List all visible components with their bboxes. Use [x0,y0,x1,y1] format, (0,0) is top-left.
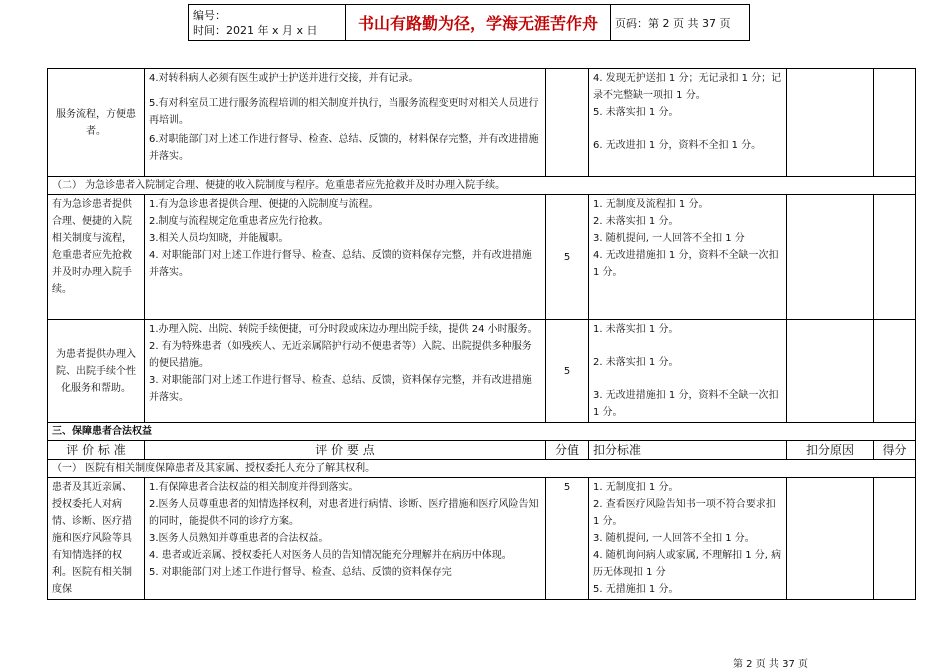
deduct-item: 3. 无改进措施扣 1 分，资料不全缺一次扣 1 分。 [593,390,779,418]
score-cell [546,69,589,177]
number-label: 编号： [193,8,226,22]
deduct-cell [589,69,787,177]
criteria-cell: 服务流程，方便患者。 [48,69,145,177]
got-cell [874,478,916,600]
section-title: （二） 为急诊患者入院制定合理、便捷的收入院制度与程序。危重患者应先抢救并及时办理入院手续。 [48,177,916,195]
got-cell [874,69,916,177]
point-item: 4.对转科病人必须有医生或护士护送并进行交接，并有记录。 [149,73,419,84]
points-cell [145,69,546,177]
column-header-row [48,441,916,460]
point-item: 6.对职能部门对上述工作进行督导、检查、总结、反馈的，材料保存完整，并有改进措施并落实。 [149,134,539,162]
point-item: 2.制度与流程规定危重患者应先行抢救。 [149,216,329,227]
col-got: 得分 [874,441,916,460]
deduct-item: 3. 随机提问, 一人回答不全扣 1 分 [593,233,745,244]
section-row [48,423,916,441]
page-footer: 第 2 页 共 37 页 [733,659,808,670]
page-header [188,4,750,41]
deduct-item: 1. 无制度及流程扣 1 分。 [593,199,709,210]
deduct-item: 4. 随机询问病人或家属, 不理解扣 1 分, 病历无体现扣 1 分 [593,550,782,578]
col-points: 评 价 要 点 [145,441,546,460]
score-cell: 5 [546,320,589,423]
table-row [48,195,916,320]
reason-cell [787,195,874,320]
deduct-item: 2. 未落实扣 1 分。 [593,357,679,368]
criteria-cell: 患者及其近亲属、授权委托人对病情、诊断、医疗措施和医疗风险等具有知情选择的权利。医院有相关制度保 [48,478,145,600]
point-item: 1.有为急诊患者提供合理、便捷的入院制度与流程。 [149,199,379,210]
point-item: 5. 对职能部门对上述工作进行督导、检查、总结、反馈的资料保存完 [149,567,452,578]
deduct-item: 2. 未落实扣 1 分。 [593,216,679,227]
deduct-item: 5. 无措施扣 1 分。 [593,584,679,595]
table-row [48,69,916,177]
point-item: 5.有对科室员工进行服务流程培训的相关制度并执行，当服务流程变更时对相关人员进行再培训。 [149,98,539,126]
point-item: 1.有保障患者合法权益的相关制度并得到落实。 [149,482,359,493]
deduct-cell [589,195,787,320]
header-meta [189,5,346,41]
table-row [48,478,916,600]
deduct-item: 6. 无改进扣 1 分，资料不全扣 1 分。 [593,140,762,151]
reason-cell [787,478,874,600]
deduct-item: 1. 无制度扣 1 分。 [593,482,679,493]
point-item: 3.相关人员均知晓，并能履职。 [149,233,289,244]
time-label: 时间：2021 年 x 月 x 日 [193,23,318,37]
section-row [48,460,916,478]
points-cell [145,320,546,423]
deduct-item: 2. 查看医疗风险告知书一项不符合要求扣 1 分。 [593,499,776,527]
point-item: 4. 患者或近亲属、授权委托人对医务人员的告知情况能充分理解并在病历中体现。 [149,550,512,561]
point-item: 2.医务人员尊重患者的知情选择权利，对患者进行病情、诊断、医疗措施和医疗风险告知的同时，能提供不同的诊疗方案。 [149,499,539,527]
criteria-cell: 为患者提供办理入院、出院手续个性化服务和帮助。 [48,320,145,423]
deduct-item: 4. 发现无护送扣 1 分；无记录扣 1 分；记录不完整缺一项扣 1 分。 [593,73,782,101]
motto: 书山有路勤为径，学海无涯苦作舟 [346,5,611,41]
got-cell [874,320,916,423]
deduct-cell [589,478,787,600]
section-title: （一） 医院有相关制度保障患者及其家属、授权委托人充分了解其权利。 [48,460,916,478]
deduct-item: 1. 未落实扣 1 分。 [593,324,679,335]
point-item: 3. 对职能部门对上述工作进行督导、检查、总结、反馈，资料保存完整，并有改进措施并落实。 [149,375,532,403]
deduct-cell [589,320,787,423]
deduct-item: 3. 随机提问, 一人回答不全扣 1 分。 [593,533,755,544]
points-cell [145,478,546,600]
score-cell: 5 [546,195,589,320]
point-item: 2. 有为特殊患者（如残疾人、无近亲属陪护行动不便患者等）入院、出院提供多种服务的便民措施。 [149,341,532,369]
deduct-item: 4. 无改进措施扣 1 分，资料不全缺一次扣 1 分。 [593,250,779,278]
col-reason: 扣分原因 [787,441,874,460]
got-cell [874,195,916,320]
page-label: 页码：第 2 页 共 37 页 [611,5,750,41]
reason-cell [787,69,874,177]
section-row [48,177,916,195]
reason-cell [787,320,874,423]
point-item: 4. 对职能部门对上述工作进行督导、检查、总结、反馈的资料保存完整，并有改进措施并落实。 [149,250,532,278]
table-row [48,320,916,423]
point-item: 3.医务人员熟知并尊重患者的合法权益。 [149,533,329,544]
col-deduct: 扣分标准 [589,441,787,460]
points-cell [145,195,546,320]
score-cell: 5 [546,478,589,600]
deduct-item: 5. 未落实扣 1 分。 [593,107,679,118]
point-item: 1.办理入院、出院、转院手续便捷，可分时段或床边办理出院手续，提供 24 小时服务。 [149,324,538,335]
col-score: 分值 [546,441,589,460]
section-title: 三、保障患者合法权益 [48,423,916,441]
criteria-cell: 有为急诊患者提供合理、便捷的入院相关制度与流程，危重患者应先抢救并及时办理入院手续。 [48,195,145,320]
col-criteria: 评 价 标 准 [48,441,145,460]
evaluation-table [47,68,916,600]
